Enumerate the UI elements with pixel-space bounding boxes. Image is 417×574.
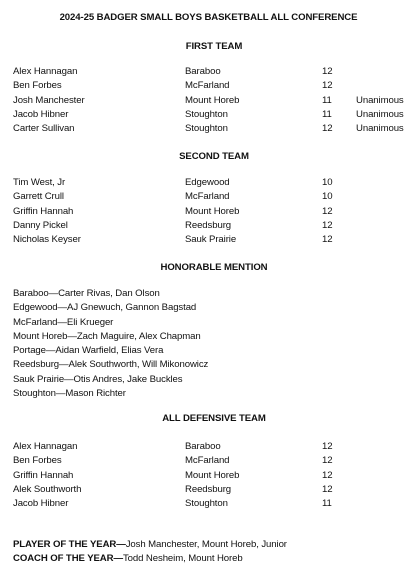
list-item: Edgewood—AJ Gnewuch, Gannon Bagstad	[13, 302, 197, 314]
table-row	[0, 95, 417, 109]
player-grade: 12	[322, 469, 333, 481]
player-grade: 11	[322, 498, 332, 510]
second-team-roster	[0, 177, 417, 248]
player-name: Griffin Hannah	[13, 469, 74, 481]
player-grade: 12	[322, 234, 333, 246]
player-grade: 12	[322, 455, 333, 467]
player-school: McFarland	[185, 80, 230, 92]
player-grade: 12	[322, 219, 333, 231]
player-grade: 10	[322, 177, 333, 188]
player-grade: 12	[322, 66, 333, 77]
player-name: Griffin Hannah	[13, 205, 74, 217]
player-grade: 10	[322, 191, 333, 203]
table-row	[0, 123, 417, 137]
player-grade: 12	[322, 483, 333, 495]
table-row	[0, 220, 417, 234]
player-grade: 11	[322, 108, 332, 120]
player-of-the-year-value: Josh Manchester, Mount Horeb, Junior	[125, 539, 287, 550]
player-grade: 12	[322, 123, 333, 135]
table-row	[0, 498, 417, 512]
table-row	[0, 80, 417, 94]
second-team-heading: SECOND TEAM	[179, 151, 249, 162]
player-school: Stoughton	[185, 123, 228, 135]
table-row	[0, 177, 417, 191]
player-name: Jacob Hibner	[13, 498, 69, 510]
player-note: Unanimous	[356, 94, 404, 106]
player-name: Alex Hannagan	[13, 66, 78, 77]
list-item: Mount Horeb—Zach Maguire, Alex Chapman	[13, 330, 201, 342]
player-grade: 12	[322, 205, 333, 217]
player-school: McFarland	[185, 455, 230, 467]
coach-of-the-year	[13, 553, 243, 564]
table-row	[0, 484, 417, 498]
player-school: Mount Horeb	[185, 469, 240, 481]
player-grade: 11	[322, 94, 332, 106]
player-school: Reedsburg	[185, 219, 232, 231]
player-name: Danny Pickel	[13, 219, 68, 231]
player-note: Unanimous	[356, 108, 404, 120]
player-school: Baraboo	[185, 66, 221, 77]
player-name: Tim West, Jr	[13, 177, 66, 188]
list-item: Baraboo—Carter Rivas, Dan Olson	[13, 288, 160, 299]
table-row	[0, 234, 417, 248]
table-row	[0, 470, 417, 484]
player-name: Alek Southworth	[13, 483, 82, 495]
player-school: Stoughton	[185, 498, 228, 510]
honorable-mention-list	[13, 288, 208, 402]
table-row	[0, 109, 417, 123]
coach-of-the-year-label: COACH OF THE YEAR—	[13, 553, 123, 564]
player-grade: 12	[322, 441, 333, 452]
table-row	[0, 206, 417, 220]
list-item: Portage—Aidan Warfield, Elias Vera	[13, 345, 164, 357]
list-item: McFarland—Eli Krueger	[13, 316, 114, 328]
player-school: Baraboo	[185, 441, 221, 452]
player-school: Edgewood	[185, 177, 230, 188]
list-item: Reedsburg—Alek Southworth, Will Mikonowicz	[13, 359, 209, 371]
player-grade: 12	[322, 80, 333, 92]
table-row	[0, 441, 417, 455]
player-school: Mount Horeb	[185, 205, 240, 217]
player-name: Nicholas Keyser	[13, 234, 81, 246]
coach-of-the-year-value: Todd Nesheim, Mount Horeb	[122, 553, 243, 564]
table-row	[0, 455, 417, 469]
player-name: Carter Sullivan	[13, 123, 75, 135]
player-school: Stoughton	[185, 108, 228, 120]
all-defensive-team-heading: ALL DEFENSIVE TEAM	[162, 413, 266, 424]
player-name: Garrett Crull	[13, 191, 64, 203]
all-defensive-team-roster	[0, 441, 417, 512]
list-item: Sauk Prairie—Otis Andres, Jake Buckles	[13, 373, 183, 385]
player-name: Josh Manchester	[13, 94, 85, 106]
player-school: Reedsburg	[185, 483, 232, 495]
player-name: Jacob Hibner	[13, 108, 69, 120]
player-note: Unanimous	[356, 123, 404, 135]
first-team-heading: FIRST TEAM	[185, 41, 243, 52]
player-school: McFarland	[185, 191, 230, 203]
player-name: Ben Forbes	[13, 80, 62, 92]
honorable-mention-heading: HONORABLE MENTION	[160, 262, 268, 273]
player-name: Alex Hannagan	[13, 441, 78, 452]
player-school: Sauk Prairie	[185, 234, 237, 246]
table-row	[0, 191, 417, 205]
page-title: 2024-25 BADGER SMALL BOYS BASKETBALL ALL CONFERENCE	[59, 12, 358, 23]
list-item: Stoughton—Mason Richter	[13, 388, 126, 400]
player-of-the-year	[13, 539, 287, 550]
player-name: Ben Forbes	[13, 455, 62, 467]
table-row	[0, 66, 417, 80]
player-of-the-year-label: PLAYER OF THE YEAR—	[13, 539, 126, 550]
first-team-roster	[0, 66, 417, 137]
player-school: Mount Horeb	[185, 94, 240, 106]
